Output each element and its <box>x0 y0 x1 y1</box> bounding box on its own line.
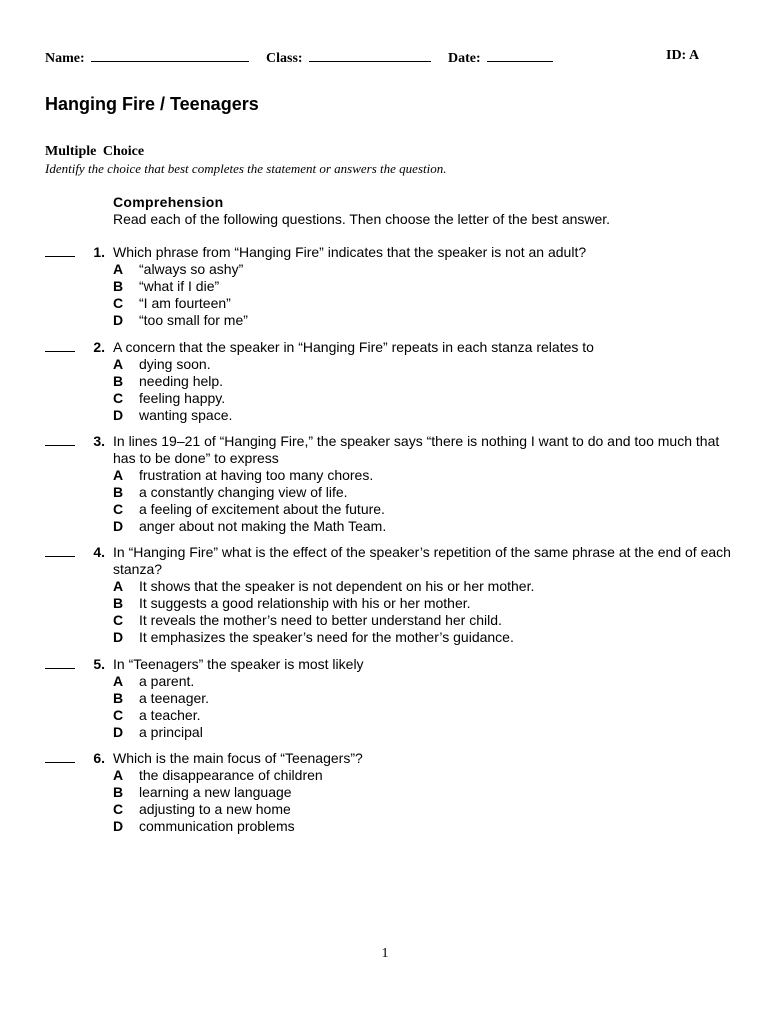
choice-letter: D <box>113 407 124 423</box>
question-stem: Which is the main focus of “Teenagers”? <box>113 750 363 766</box>
choice-letter: A <box>113 261 124 277</box>
choice-text: dying soon. <box>139 356 211 372</box>
section-heading: Multiple Choice <box>45 144 145 159</box>
answer-choice <box>113 484 735 501</box>
question-item <box>45 750 735 835</box>
choice-text: adjusting to a new home <box>139 801 291 817</box>
choice-text: a parent. <box>139 673 195 689</box>
answer-choice <box>113 784 735 801</box>
choice-letter: C <box>113 390 124 406</box>
question-item <box>45 244 735 329</box>
choice-text: “I am fourteen” <box>139 295 231 311</box>
page-number: 1 <box>381 946 389 961</box>
choice-text: the disappearance of children <box>139 767 323 783</box>
answer-blank[interactable] <box>45 433 75 446</box>
question-number: 3. <box>93 433 105 449</box>
question-number: 6. <box>93 750 105 766</box>
choice-text: “too small for me” <box>139 312 248 328</box>
choice-letter: A <box>113 767 124 783</box>
answer-choice <box>113 295 735 312</box>
question-number: 4. <box>93 544 105 560</box>
header <box>45 48 705 66</box>
comprehension-heading: Comprehension <box>113 194 224 210</box>
name-label: Name: <box>45 51 85 66</box>
choice-text: a feeling of excitement about the future. <box>139 501 385 517</box>
choice-text: needing help. <box>139 373 224 389</box>
question-stem: In lines 19–21 of “Hanging Fire,” the speaker says “there is nothing I want to do and too much that has to be done” to express <box>113 433 720 466</box>
answer-choice <box>113 390 735 407</box>
choice-letter: B <box>113 784 124 800</box>
answer-choice <box>113 278 735 295</box>
answer-choice <box>113 261 735 278</box>
choice-letter: C <box>113 501 124 517</box>
question-stem: In “Teenagers” the speaker is most likely <box>113 656 364 672</box>
answer-choice <box>113 673 735 690</box>
choice-letter: A <box>113 673 124 689</box>
choice-text: learning a new language <box>139 784 292 800</box>
choice-letter: B <box>113 595 124 611</box>
date-blank[interactable] <box>487 48 553 62</box>
date-field[interactable] <box>448 48 553 67</box>
class-blank[interactable] <box>309 48 431 62</box>
answer-choice <box>113 801 735 818</box>
choice-text: “what if I die” <box>139 278 220 294</box>
answer-choice <box>113 373 735 390</box>
answer-choice <box>113 312 735 329</box>
answer-blank[interactable] <box>45 339 75 352</box>
choice-letter: D <box>113 312 124 328</box>
answer-choice <box>113 356 735 373</box>
choice-letter: C <box>113 801 124 817</box>
choice-text: communication problems <box>139 818 295 834</box>
id-label: ID: A <box>666 48 700 63</box>
class-field[interactable] <box>266 48 431 67</box>
question-stem: In “Hanging Fire” what is the effect of the speaker’s repetition of the same phrase at the end of each stanza? <box>113 544 731 577</box>
answer-choice <box>113 595 735 612</box>
choice-text: frustration at having too many chores. <box>139 467 374 483</box>
answer-choice <box>113 518 735 535</box>
answer-choice <box>113 467 735 484</box>
choice-text: a principal <box>139 724 203 740</box>
question-number: 2. <box>93 339 105 355</box>
choice-letter: D <box>113 629 124 645</box>
choice-text: “always so ashy” <box>139 261 244 277</box>
question-number: 5. <box>93 656 105 672</box>
date-label: Date: <box>448 51 481 66</box>
choice-letter: A <box>113 467 124 483</box>
answer-blank[interactable] <box>45 750 75 763</box>
answer-choice <box>113 690 735 707</box>
section-instructions: Identify the choice that best completes the statement or answers the question. <box>45 161 447 176</box>
question-item <box>45 339 735 424</box>
page-title: Hanging Fire / Teenagers <box>45 94 259 114</box>
choice-letter: A <box>113 356 124 372</box>
choice-text: anger about not making the Math Team. <box>139 518 387 534</box>
choice-text: a teenager. <box>139 690 210 706</box>
choice-letter: C <box>113 707 124 723</box>
choice-letter: C <box>113 612 124 628</box>
question-stem: Which phrase from “Hanging Fire” indicates that the speaker is not an adult? <box>113 244 587 260</box>
answer-choice <box>113 578 735 595</box>
answer-choice <box>113 818 735 835</box>
name-blank[interactable] <box>91 48 249 62</box>
answer-choice <box>113 612 735 629</box>
choice-text: It emphasizes the speaker’s need for the mother’s guidance. <box>139 629 514 645</box>
choice-letter: B <box>113 278 124 294</box>
choice-text: a constantly changing view of life. <box>139 484 348 500</box>
name-field[interactable] <box>45 48 249 67</box>
class-label: Class: <box>266 51 303 66</box>
choice-letter: B <box>113 690 124 706</box>
answer-choice <box>113 629 735 646</box>
question-item <box>45 656 735 741</box>
answer-choice <box>113 767 735 784</box>
answer-choice <box>113 707 735 724</box>
answer-choice <box>113 724 735 741</box>
choice-letter: B <box>113 484 124 500</box>
choice-text: feeling happy. <box>139 390 226 406</box>
choice-text: wanting space. <box>139 407 233 423</box>
comprehension-instructions: Read each of the following questions. Then choose the letter of the best answer. <box>113 211 611 227</box>
question-item <box>45 544 735 646</box>
choice-letter: D <box>113 518 124 534</box>
choice-text: a teacher. <box>139 707 201 723</box>
answer-blank[interactable] <box>45 244 75 257</box>
choice-text: It shows that the speaker is not dependent on his or her mother. <box>139 578 535 594</box>
choice-letter: D <box>113 818 124 834</box>
choice-text: It suggests a good relationship with his or her mother. <box>139 595 471 611</box>
answer-choice <box>113 407 735 424</box>
answer-blank[interactable] <box>45 544 75 557</box>
answer-choice <box>113 501 735 518</box>
choice-letter: C <box>113 295 124 311</box>
choice-text: It reveals the mother’s need to better understand her child. <box>139 612 502 628</box>
question-stem: A concern that the speaker in “Hanging Fire” repeats in each stanza relates to <box>113 339 594 355</box>
answer-blank[interactable] <box>45 656 75 669</box>
choice-letter: A <box>113 578 124 594</box>
choice-letter: B <box>113 373 124 389</box>
choice-letter: D <box>113 724 124 740</box>
question-item <box>45 433 735 535</box>
question-number: 1. <box>93 244 105 260</box>
